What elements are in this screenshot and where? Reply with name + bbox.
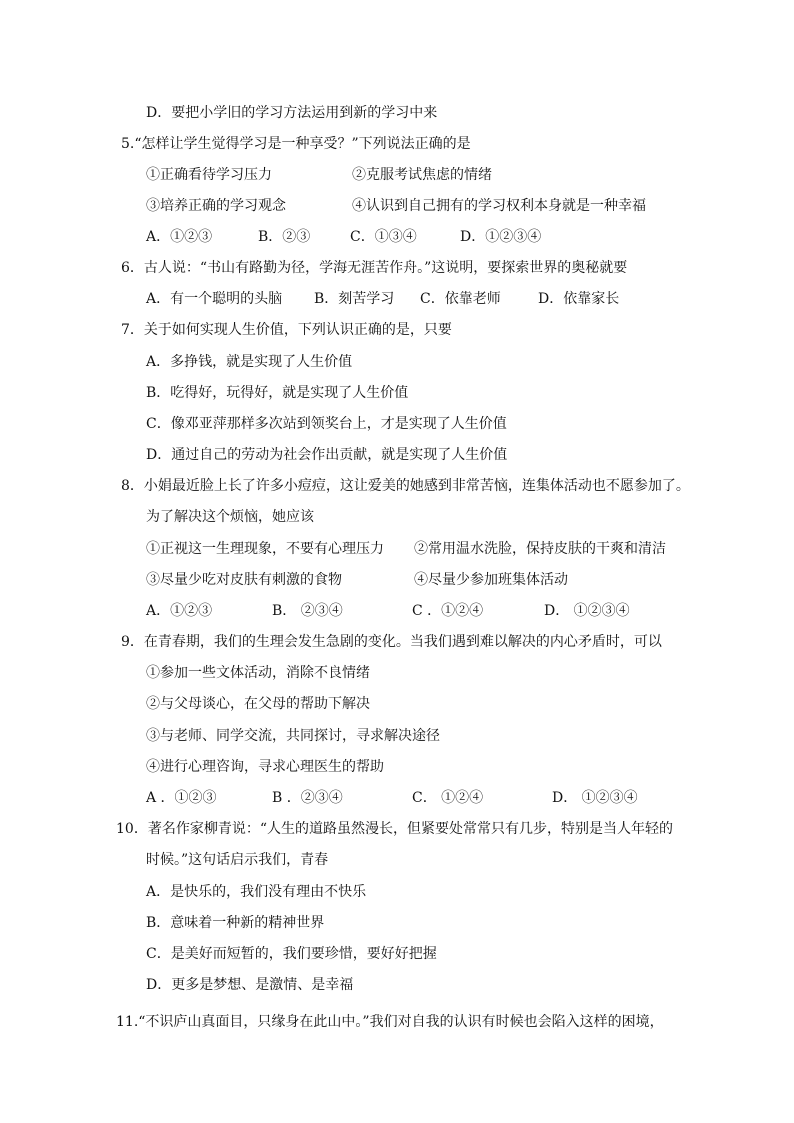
q9-option-c: C． ①②④	[412, 790, 484, 806]
q5-stem: 5.“怎样让学生觉得学习是一种享受？”下列说法正确的是	[121, 136, 471, 152]
q10-option-c: C．是美好而短暂的，我们要珍惜，要好好把握	[146, 946, 437, 962]
q8-option-a: A．①②③	[146, 603, 213, 619]
q10-option-a: A．是快乐的，我们没有理由不快乐	[146, 884, 367, 900]
q10-option-d: D．更多是梦想、是激情、是幸福	[146, 977, 354, 993]
q7-stem: 7．关于如何实现人生价值，下列认识正确的是，只要	[121, 322, 452, 338]
q8-stem-cont: 为了解决这个烦恼，她应该	[146, 509, 314, 525]
q9-statement-1: ①参加一些文体活动，消除不良情绪	[146, 665, 370, 681]
q6-option-a: A．有一个聪明的头脑	[146, 291, 283, 307]
q6-option-d: D．依靠家长	[538, 291, 620, 307]
q8-option-d: D． ①②③④	[544, 603, 630, 619]
q9-option-a: A ．①②③	[146, 790, 217, 806]
q9-stem: 9．在青春期，我们的生理会发生急剧的变化。当我们遇到难以解决的内心矛盾时，可以	[121, 634, 662, 650]
q5-option-b: B．②③	[258, 229, 311, 245]
q8-statement-3: ③尽量少吃对皮肤有刺激的食物	[146, 572, 342, 588]
q8-stem: 8．小娟最近脸上长了许多小痘痘，这让爱美的她感到非常苦恼，连集体活动也不愿参加了。	[121, 478, 690, 494]
q9-statement-3: ③与老师、同学交流，共同探讨，寻求解决途径	[146, 728, 440, 744]
q8-option-c: C ．①②④	[412, 603, 484, 619]
q6-option-b: B．刻苦学习	[314, 291, 395, 307]
q8-statement-4: ④尽量少参加班集体活动	[414, 572, 568, 588]
q8-statement-1: ①正视这一生理现象，不要有心理压力	[146, 541, 384, 557]
q5-statement-1: ①正确看待学习压力	[146, 167, 272, 183]
q5-statement-4: ④认识到自己拥有的学习权利本身就是一种幸福	[352, 198, 646, 214]
q8-statement-2: ②常用温水洗脸，保持皮肤的干爽和清洁	[414, 541, 666, 557]
q5-option-d: D．①②③④	[460, 229, 542, 245]
q9-statement-4: ④进行心理咨询，寻求心理医生的帮助	[146, 759, 384, 775]
q10-stem: 10．著名作家柳青说：“人生的道路虽然漫长，但紧要处常常只有几步，特别是当人年轻的	[116, 821, 673, 837]
q7-option-d: D．通过自己的劳动为社会作出贡献，就是实现了人生价值	[146, 447, 508, 463]
q6-stem: 6．古人说：“书山有路勤为径，学海无涯苦作舟。”这说明，要探索世界的奥秘就要	[121, 260, 628, 276]
q10-option-b: B．意味着一种新的精神世界	[146, 915, 325, 931]
q11-stem: 11.“不识庐山真面目，只缘身在此山中。”我们对自我的认识有时候也会陷入这样的困境，	[116, 1014, 664, 1030]
q5-option-c: C．①③④	[350, 229, 417, 245]
q7-option-b: B．吃得好，玩得好，就是实现了人生价值	[146, 385, 409, 401]
q9-option-d: D． ①②③④	[552, 790, 638, 806]
q5-statement-3: ③培养正确的学习观念	[146, 198, 286, 214]
q7-option-a: A．多挣钱，就是实现了人生价值	[146, 354, 353, 370]
q4-option-d: D．要把小学旧的学习方法运用到新的学习中来	[146, 105, 438, 121]
q5-statement-2: ②克服考试焦虑的情绪	[352, 167, 492, 183]
q7-option-c: C．像邓亚萍那样多次站到领奖台上，才是实现了人生价值	[146, 416, 507, 432]
q10-stem-cont: 时候。”这句话启示我们，青春	[146, 852, 329, 868]
q9-option-b: B ．②③④	[272, 790, 343, 806]
q8-option-b: B． ②③④	[272, 603, 343, 619]
q5-option-a: A．①②③	[146, 229, 213, 245]
q6-option-c: C．依靠老师	[420, 291, 501, 307]
q9-statement-2: ②与父母谈心，在父母的帮助下解决	[146, 696, 370, 712]
